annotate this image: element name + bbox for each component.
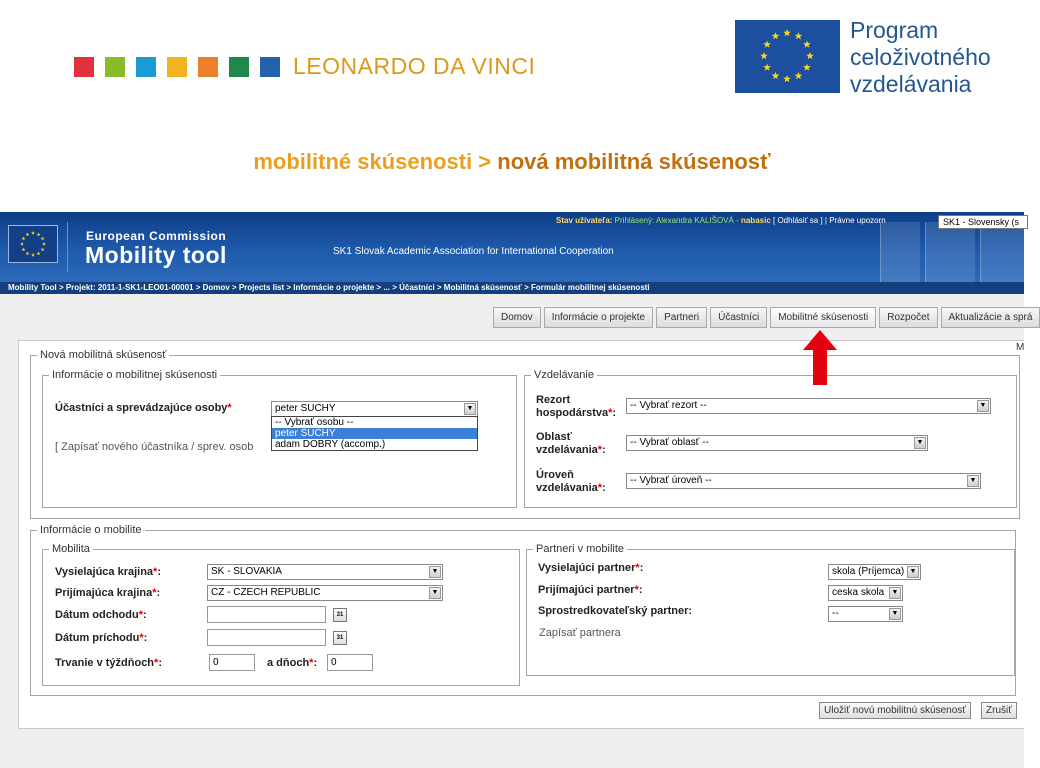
eu-star-icon [763, 64, 771, 71]
nav-tab[interactable]: Účastníci [710, 307, 767, 328]
departure-date-label-text: Dátum odchodu [55, 609, 139, 621]
education-legend: Vzdelávanie [534, 369, 594, 381]
banner-divider [67, 222, 68, 272]
sending-partner-select[interactable] [828, 564, 921, 580]
banner-building [925, 222, 975, 282]
leonardo-logo-text: LEONARDO DA VINCI [293, 53, 536, 79]
departure-date-input[interactable] [207, 606, 326, 623]
level-select-value: -- Vybrať úroveň -- [630, 475, 712, 486]
intermediary-partner-label: Sprostredkovateľský partner: [538, 605, 693, 617]
add-participant-link[interactable]: [ Zapísať nového účastníka / sprev. osob [55, 441, 254, 453]
area-select[interactable] [626, 435, 928, 451]
european-commission-label: European Commission [86, 229, 227, 243]
arrival-date-label: Dátum príchodu*: [55, 632, 148, 644]
status-prefix: Stav užívateľa: [556, 216, 613, 225]
eu-star-icon [772, 72, 780, 79]
logo-square [260, 57, 280, 77]
chevron-down-icon[interactable]: ▼ [907, 566, 919, 578]
red-arrow-annotation [803, 330, 837, 385]
cancel-button[interactable]: Zrušiť [981, 702, 1017, 719]
breadcrumb[interactable]: Mobility Tool > Projekt: 2011-1-SK1-LEO01-00001 > Domov > Projects list > Informácie o projekte > ... > Účastníci > Mobilitná skúsenosť > Formulár mobilitnej skúsenosti [0, 282, 1024, 294]
program-logo-text [850, 17, 991, 98]
slide-header [0, 0, 1024, 210]
dropdown-option[interactable]: adam DOBRY (accomp.) [275, 439, 386, 450]
eu-star-icon [26, 232, 30, 236]
sector-select[interactable] [626, 398, 991, 414]
receiving-country-label-text: Prijímajúca krajina [55, 587, 153, 599]
arrival-date-label-text: Dátum príchodu [55, 632, 140, 644]
eu-star-icon [41, 248, 45, 252]
eu-flag-icon [735, 20, 840, 93]
status-user: Prihlásený: Alexandra KALIŠOVÁ - [614, 216, 741, 225]
eu-star-icon [42, 242, 46, 246]
area-label: Oblasť vzdelávania*: [536, 431, 606, 456]
sending-partner-label: Vysielajúci partner*: [538, 562, 644, 574]
chevron-down-icon[interactable]: ▼ [429, 566, 441, 578]
add-partner-link[interactable]: Zapísať partnera [539, 627, 621, 639]
participants-select[interactable] [271, 401, 478, 417]
eu-star-icon [31, 231, 35, 235]
chevron-down-icon[interactable]: ▼ [977, 400, 989, 412]
status-login: nabasic [740, 216, 771, 225]
eu-star-icon [41, 237, 45, 241]
new-mobility-legend: Nová mobilitná skúsenosť [40, 349, 167, 361]
program-line-3: vzdelávania [850, 71, 972, 97]
ec-flag-icon [8, 225, 58, 263]
eu-star-icon [772, 32, 780, 39]
eu-star-icon [803, 41, 811, 48]
eu-star-icon [26, 252, 30, 256]
nav-tab[interactable]: Informácie o projekte [544, 307, 653, 328]
eu-star-icon [22, 248, 26, 252]
mobility-sub-legend: Mobilita [52, 543, 90, 555]
days-input[interactable]: 0 [327, 654, 373, 671]
slide-title-part2: nová mobilitná skúsenosť [497, 149, 771, 174]
receiving-country-select[interactable] [207, 585, 443, 601]
slide-title-part1: mobilitné skúsenosti > [253, 149, 498, 174]
sending-partner-label-text: Vysielajúci partner [538, 562, 636, 574]
status-links[interactable]: [ Odhlásiť sa ] | Právne upozorn [773, 216, 886, 225]
participants-label-text: Účastníci a sprevádzajúce osoby [55, 402, 228, 414]
days-label: a dňoch*: [267, 657, 318, 669]
weeks-label: Trvanie v týždňoch*: [55, 657, 162, 669]
departure-date-label: Dátum odchodu*: [55, 609, 147, 621]
nav-tab[interactable]: Partneri [656, 307, 707, 328]
sending-country-label: Vysielajúca krajina*: [55, 566, 161, 578]
chevron-down-icon[interactable]: ▼ [889, 608, 901, 620]
arrival-date-input[interactable] [207, 629, 326, 646]
sector-label-line1: Rezort [536, 394, 571, 406]
logo-square [74, 57, 94, 77]
days-label-text: a dňoch [267, 657, 310, 669]
eu-star-icon [763, 41, 771, 48]
eu-star-icon [783, 29, 791, 36]
receiving-partner-label-text: Prijímajúci partner [538, 584, 635, 596]
eu-star-icon [760, 52, 768, 59]
receiving-partner-value: ceska skola [832, 587, 885, 598]
area-label-line1: Oblasť [536, 431, 572, 443]
chevron-down-icon[interactable]: ▼ [914, 437, 926, 449]
weeks-label-text: Trvanie v týždňoch [55, 657, 155, 669]
chevron-down-icon[interactable]: ▼ [889, 587, 901, 599]
app-banner [0, 212, 1024, 282]
sending-country-select[interactable] [207, 564, 443, 580]
participants-dropdown-list[interactable] [271, 416, 478, 451]
calendar-icon[interactable]: 31 [333, 631, 347, 645]
eu-star-icon [795, 32, 803, 39]
eu-star-icon [783, 75, 791, 82]
eu-star-icon [37, 232, 41, 236]
intermediary-partner-value: -- [832, 608, 839, 619]
level-label-line2: vzdelávania [536, 482, 598, 494]
sector-label: Rezort hospodárstva*: [536, 394, 617, 419]
sending-country-value: SK - SLOVAKIA [211, 566, 282, 577]
mobility-info-legend: Informácie o mobilitnej skúsenosti [52, 369, 218, 381]
logo-square [105, 57, 125, 77]
receiving-country-value: CZ - CZECH REPUBLIC [211, 587, 321, 598]
nav-tab[interactable]: Mobilitné skúsenosti [770, 307, 876, 328]
corner-letter: M [1016, 342, 1025, 353]
nav-tab[interactable]: Rozpočet [879, 307, 937, 328]
sector-label-line2: hospodárstva [536, 407, 609, 419]
receiving-partner-select[interactable] [828, 585, 903, 601]
eu-star-icon [803, 64, 811, 71]
logo-square [167, 57, 187, 77]
participants-select-value: peter SUCHY [275, 403, 336, 414]
user-status [556, 216, 886, 225]
eu-star-icon [795, 72, 803, 79]
chevron-down-icon[interactable]: ▼ [429, 587, 441, 599]
mobility-legend: Informácie o mobilite [40, 524, 142, 536]
nav-tab[interactable]: Aktualizácie a sprá [941, 307, 1040, 328]
banner-building [880, 222, 920, 282]
eu-star-icon [22, 237, 26, 241]
program-line-1: Program [850, 17, 939, 43]
sector-select-value: -- Vybrať rezort -- [630, 400, 707, 411]
level-select[interactable] [626, 473, 981, 489]
area-select-value: -- Vybrať oblasť -- [630, 437, 709, 448]
organisation-name: SK1 Slovak Academic Association for International Cooperation [333, 246, 614, 257]
app-title: Mobility tool [85, 242, 227, 268]
intermediary-partner-select[interactable] [828, 606, 903, 622]
banner-building [980, 222, 1024, 282]
eu-star-icon [31, 253, 35, 257]
level-label-line1: Úroveň [536, 469, 574, 481]
program-line-2: celoživotného [850, 44, 991, 70]
save-mobility-button[interactable]: Uložiť novú mobilitnú skúsenosť [819, 702, 971, 719]
weeks-input[interactable]: 0 [209, 654, 255, 671]
calendar-icon[interactable]: 31 [333, 608, 347, 622]
partners-legend: Partneri v mobilite [536, 543, 625, 555]
participants-label: Účastníci a sprevádzajúce osoby* [55, 402, 232, 414]
eu-star-icon [806, 52, 814, 59]
logo-square [229, 57, 249, 77]
chevron-down-icon[interactable]: ▼ [464, 403, 476, 415]
eu-star-icon [37, 252, 41, 256]
sending-partner-value: skola (Príjemca) [832, 566, 905, 577]
level-label: Úroveň vzdelávania*: [536, 469, 606, 494]
dropdown-option[interactable]: -- Vybrať osobu -- [275, 417, 354, 428]
logo-square [198, 57, 218, 77]
logo-square [136, 57, 156, 77]
area-label-line2: vzdelávania [536, 444, 598, 456]
receiving-country-label: Prijímajúca krajina*: [55, 587, 161, 599]
chevron-down-icon[interactable]: ▼ [967, 475, 979, 487]
main-nav [493, 307, 1040, 328]
language-select[interactable]: SK1 - Slovensky (s [938, 215, 1028, 229]
receiving-partner-label: Prijímajúci partner*: [538, 584, 643, 596]
dropdown-option[interactable]: peter SUCHY [272, 428, 477, 439]
sending-country-label-text: Vysielajúca krajina [55, 566, 154, 578]
leonardo-logo-squares [74, 57, 280, 77]
nav-tab[interactable]: Domov [493, 307, 541, 328]
slide-title [0, 149, 1024, 175]
eu-star-icon [20, 242, 24, 246]
